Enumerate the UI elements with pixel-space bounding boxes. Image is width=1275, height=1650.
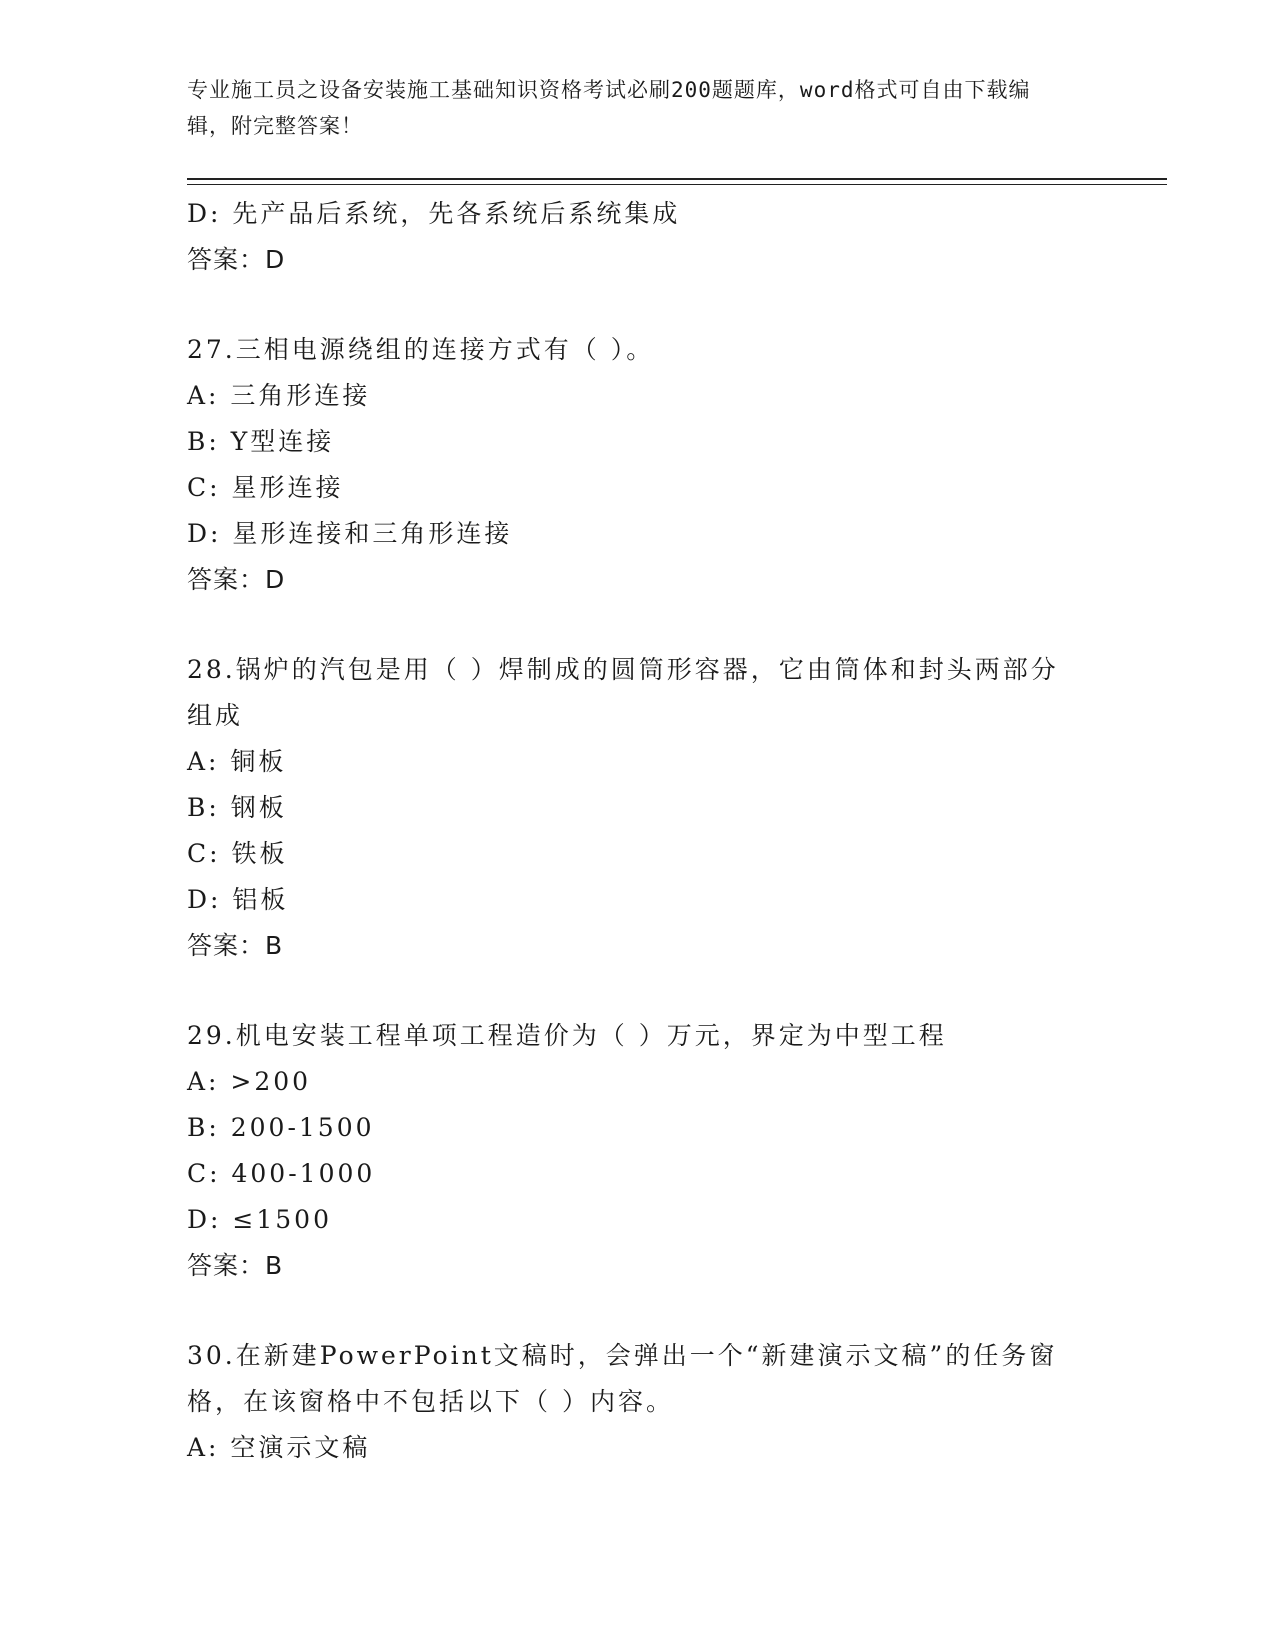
question-27 [187,327,1087,603]
option-c: C: 铁板 [187,839,288,868]
question-28 [187,647,1087,969]
option-a: A: 三角形连接 [187,381,371,410]
option-a: A: 铜板 [187,747,287,776]
question-30 [187,1333,1087,1471]
answer-line: 答案：B [187,1251,284,1280]
document-header: 专业施工员之设备安装施工基础知识资格考试必刷200题题库，word格式可自由下载编辑，附完整答案！ [187,78,1031,138]
option-b: B: 200-1500 [187,1113,375,1142]
question-29 [187,1013,1087,1289]
option-d: D: ≤1500 [187,1205,332,1234]
question-fragment [187,191,1087,283]
option-a: A: 空演示文稿 [187,1433,371,1462]
question-text: 30.在新建PowerPoint文稿时，会弹出一个“新建演示文稿”的任务窗格，在该窗格中不包括以下（ ）内容。 [187,1341,1058,1416]
question-text: 28.锅炉的汽包是用（ ）焊制成的圆筒形容器，它由筒体和封头两部分组成 [187,655,1059,730]
option-d: D: 铝板 [187,885,289,914]
header-rule-thick [187,178,1167,180]
option-c: C: 星形连接 [187,473,344,502]
option-b: B: Y型连接 [187,427,335,456]
question-text: 29.机电安装工程单项工程造价为（ ）万元，界定为中型工程 [187,1021,947,1050]
answer-line: 答案：D [187,565,286,594]
option-b: B: 钢板 [187,793,287,822]
answer-line: 答案：D [187,245,286,274]
option-c: C: 400-1000 [187,1159,376,1188]
option-d: D: 星形连接和三角形连接 [187,519,513,548]
answer-line: 答案：B [187,931,284,960]
question-list [187,191,1087,1471]
question-text: 27.三相电源绕组的连接方式有（ ）。 [187,335,655,364]
header-rule-thin [187,184,1167,185]
option-a: A: >200 [187,1067,312,1096]
option-d: D: 先产品后系统，先各系统后系统集成 [187,199,681,228]
